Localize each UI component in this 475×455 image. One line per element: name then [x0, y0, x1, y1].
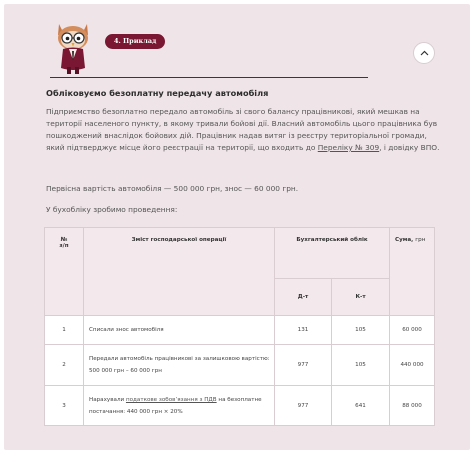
vat-liability-link[interactable]: податкове зобов’язання з ПДВ [125, 396, 217, 403]
collapse-button[interactable] [413, 42, 435, 64]
cost-paragraph: Первісна вартість автомобіля — 500 000 грн, знос — 60 000 грн. [46, 184, 299, 193]
owl-mascot-icon [50, 18, 96, 76]
posting-table [44, 227, 435, 426]
table-row: 1 Списали знос автомобіля 131 105 60 000 [45, 316, 435, 345]
example-title: Обліковуємо безоплатну передачу автомобіля [46, 88, 269, 98]
posting-intro-paragraph: У бухобліку зробимо проведення: [46, 205, 178, 214]
header-number: № з/п [45, 228, 84, 316]
table-row: 3 Нарахували податкове зобов’язання з ПДВ на безоплатне постачання: 440 000 грн × 20% 977 641 88 000 [45, 386, 435, 426]
header-debit: Д-т [275, 279, 332, 316]
header-sum: Сума, грн [390, 228, 435, 316]
header-credit: К-т [332, 279, 390, 316]
table-row: 2 Передали автомобіль працівникові за залишковою вартістю: 500 000 грн – 60 000 грн 977 105 440 000 [45, 345, 435, 386]
chevron-up-icon [420, 50, 429, 56]
list-309-link[interactable]: Переліку № 309 [317, 143, 380, 152]
header-divider [50, 77, 368, 78]
header-accounting: Бухгалтерський облік [275, 228, 390, 279]
example-badge: 4. Приклад [105, 34, 165, 49]
header-operation: Зміст господарської операції [84, 228, 275, 316]
description-paragraph: Підприємство безоплатно передало автомобіль зі свого балансу працівникові, який мешкав на території населеного пункту, в якому тривали бойові дії. Власний автомобіль цього працівника був пошкоджений внаслідок бойових дій. Працівник надав витяг із реєстру територіальної громади, який підтверджує місце його реєстрації на території, що входить до Переліку № 309, і довідку ВПО. [46, 107, 440, 152]
